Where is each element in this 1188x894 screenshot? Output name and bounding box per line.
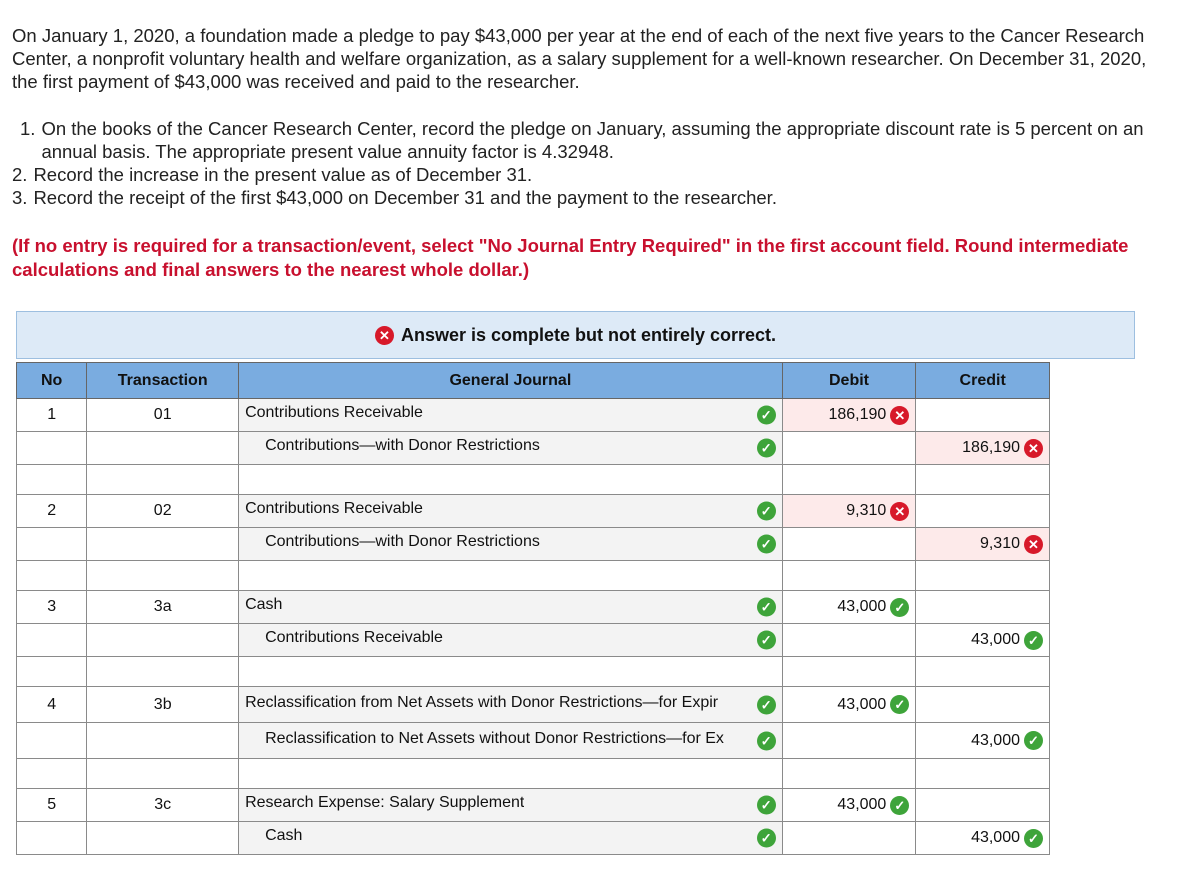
task-item <box>12 163 1172 186</box>
task-number: 3. <box>12 187 28 208</box>
account-select[interactable] <box>239 495 783 528</box>
credit-input[interactable] <box>916 624 1050 657</box>
credit-amount: 9,310 <box>979 535 1020 552</box>
table-row <box>17 624 1050 657</box>
table-row <box>17 789 1050 822</box>
result-banner <box>16 311 1135 359</box>
table-row <box>17 528 1050 561</box>
debit-input[interactable] <box>782 822 916 855</box>
account-select[interactable] <box>239 687 783 723</box>
check-icon: ✓ <box>757 631 776 650</box>
cell-transaction: 01 <box>87 399 239 432</box>
task-text: Record the increase in the present value as of December 31. <box>33 164 533 185</box>
account-select[interactable] <box>239 759 783 789</box>
table-row <box>17 759 1050 789</box>
x-circle-icon: ✕ <box>890 502 909 521</box>
check-icon: ✓ <box>757 695 776 714</box>
debit-amount: 9,310 <box>846 502 887 519</box>
table-row <box>17 687 1050 723</box>
credit-input[interactable] <box>916 495 1050 528</box>
debit-input[interactable] <box>782 723 916 759</box>
cell-no: 5 <box>17 789 87 822</box>
check-icon: ✓ <box>1024 829 1043 848</box>
cell-no <box>17 465 87 495</box>
debit-amount: 43,000 <box>837 695 887 713</box>
credit-input[interactable] <box>916 657 1050 687</box>
x-circle-icon: ✕ <box>890 406 909 425</box>
instruction-note: (If no entry is required for a transaction/event, select "No Journal Entry Required" in the first account field. Round intermediate calculations and final answers to the nearest whole dollar.) <box>12 235 1129 280</box>
task-text: On the books of the Cancer Research Center, record the pledge on January, assuming the appropriate discount rate is 5 percent on an annual basis. The appropriate present value annuity factor is 4.32948. <box>41 118 1144 162</box>
account-select[interactable] <box>239 591 783 624</box>
debit-input[interactable] <box>782 495 916 528</box>
cell-transaction <box>87 561 239 591</box>
account-select[interactable] <box>239 561 783 591</box>
cell-transaction: 02 <box>87 495 239 528</box>
debit-input[interactable] <box>782 432 916 465</box>
check-icon: ✓ <box>757 598 776 617</box>
debit-amount: 43,000 <box>837 598 887 615</box>
debit-input[interactable] <box>782 759 916 789</box>
account-name: Contributions—with Donor Restrictions <box>265 533 540 550</box>
account-select[interactable] <box>239 624 783 657</box>
header-credit: Credit <box>916 363 1050 399</box>
x-circle-icon: ✕ <box>1024 535 1043 554</box>
debit-amount: 186,190 <box>828 406 887 423</box>
table-row <box>17 561 1050 591</box>
cell-no <box>17 657 87 687</box>
cell-no <box>17 624 87 657</box>
debit-input[interactable] <box>782 561 916 591</box>
check-icon: ✓ <box>757 829 776 848</box>
cell-transaction: 3a <box>87 591 239 624</box>
check-icon: ✓ <box>757 731 776 750</box>
credit-amount: 186,190 <box>962 439 1020 456</box>
check-icon: ✓ <box>757 439 776 458</box>
account-select[interactable] <box>239 789 783 822</box>
header-general-journal: General Journal <box>239 363 783 399</box>
debit-input[interactable] <box>782 465 916 495</box>
debit-input[interactable] <box>782 399 916 432</box>
result-banner-text: Answer is complete but not entirely correct. <box>400 324 777 345</box>
task-number: 1. <box>20 118 36 139</box>
problem-intro: On January 1, 2020, a foundation made a pledge to pay $43,000 per year at the end of each of the next five years to the Cancer Research Center, a nonprofit voluntary health and welfare organization, as a salary supplement for a well-known researcher. On December 31, 2020, the first payment of $43,000 was received and paid to the researcher. <box>12 25 1147 92</box>
cell-no <box>17 822 87 855</box>
check-icon: ✓ <box>890 796 909 815</box>
journal-header-row <box>17 363 1050 399</box>
account-name: Research Expense: Salary Supplement <box>245 794 525 811</box>
check-icon: ✓ <box>757 406 776 425</box>
check-icon: ✓ <box>1024 731 1043 750</box>
cell-no <box>17 528 87 561</box>
header-no: No <box>17 363 87 399</box>
account-name: Reclassification from Net Assets with Donor Restrictions—for Expir <box>245 693 719 711</box>
account-select[interactable] <box>239 432 783 465</box>
cell-no <box>17 759 87 789</box>
account-select[interactable] <box>239 822 783 855</box>
credit-amount: 43,000 <box>971 829 1020 846</box>
credit-input[interactable] <box>916 687 1050 723</box>
cell-no: 4 <box>17 687 87 723</box>
account-name: Cash <box>265 827 303 844</box>
table-row <box>17 495 1050 528</box>
debit-input[interactable] <box>782 657 916 687</box>
debit-input[interactable] <box>782 789 916 822</box>
account-select[interactable] <box>239 399 783 432</box>
account-select[interactable] <box>239 657 783 687</box>
check-icon: ✓ <box>890 695 909 714</box>
table-row <box>17 822 1050 855</box>
cell-no: 1 <box>17 399 87 432</box>
account-name: Reclassification to Net Assets without Donor Restrictions—for Ex <box>265 729 724 747</box>
cell-transaction <box>87 465 239 495</box>
debit-input[interactable] <box>782 687 916 723</box>
journal-table <box>16 362 1050 855</box>
header-debit: Debit <box>782 363 916 399</box>
cell-no <box>17 561 87 591</box>
credit-input[interactable] <box>916 822 1050 855</box>
task-number: 2. <box>12 164 28 185</box>
check-icon: ✓ <box>890 598 909 617</box>
check-icon: ✓ <box>757 796 776 815</box>
cell-transaction <box>87 657 239 687</box>
table-row <box>17 465 1050 495</box>
cell-no <box>17 432 87 465</box>
credit-input[interactable] <box>916 591 1050 624</box>
task-item <box>12 117 1172 163</box>
credit-input[interactable] <box>916 399 1050 432</box>
task-item <box>12 186 1172 209</box>
header-transaction: Transaction <box>87 363 239 399</box>
cell-no: 3 <box>17 591 87 624</box>
debit-amount: 43,000 <box>837 796 887 813</box>
cell-transaction: 3c <box>87 789 239 822</box>
account-select[interactable] <box>239 528 783 561</box>
credit-input[interactable] <box>916 759 1050 789</box>
check-icon: ✓ <box>1024 631 1043 650</box>
account-name: Cash <box>245 596 283 613</box>
account-name: Contributions Receivable <box>265 629 443 646</box>
credit-input[interactable] <box>916 465 1050 495</box>
x-circle-icon: ✕ <box>375 326 394 345</box>
task-list <box>12 117 1172 209</box>
debit-input[interactable] <box>782 624 916 657</box>
credit-input[interactable] <box>916 723 1050 759</box>
cell-no <box>17 723 87 759</box>
cell-transaction <box>87 723 239 759</box>
check-icon: ✓ <box>757 502 776 521</box>
credit-input[interactable] <box>916 432 1050 465</box>
credit-input[interactable] <box>916 528 1050 561</box>
account-select[interactable] <box>239 723 783 759</box>
account-name: Contributions—with Donor Restrictions <box>265 437 540 454</box>
credit-amount: 43,000 <box>971 731 1020 749</box>
debit-input[interactable] <box>782 528 916 561</box>
table-row <box>17 591 1050 624</box>
cell-transaction <box>87 759 239 789</box>
credit-input[interactable] <box>916 789 1050 822</box>
task-text: Record the receipt of the first $43,000 on December 31 and the payment to the researcher. <box>33 187 777 208</box>
cell-transaction <box>87 624 239 657</box>
x-circle-icon: ✕ <box>1024 439 1043 458</box>
credit-input[interactable] <box>916 561 1050 591</box>
account-select[interactable] <box>239 465 783 495</box>
cell-transaction <box>87 822 239 855</box>
table-row <box>17 432 1050 465</box>
cell-transaction <box>87 528 239 561</box>
account-name: Contributions Receivable <box>245 500 423 517</box>
cell-no: 2 <box>17 495 87 528</box>
debit-input[interactable] <box>782 591 916 624</box>
credit-amount: 43,000 <box>971 631 1020 648</box>
table-row <box>17 723 1050 759</box>
cell-transaction: 3b <box>87 687 239 723</box>
account-name: Contributions Receivable <box>245 404 423 421</box>
table-row <box>17 657 1050 687</box>
cell-transaction <box>87 432 239 465</box>
table-row <box>17 399 1050 432</box>
check-icon: ✓ <box>757 535 776 554</box>
